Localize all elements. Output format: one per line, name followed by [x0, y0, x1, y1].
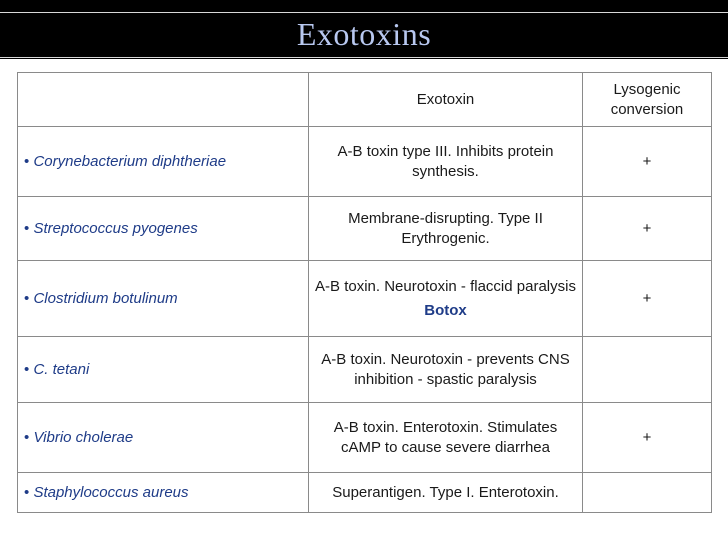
table-row — [18, 197, 712, 261]
organism-cell — [18, 403, 309, 473]
organism-cell — [18, 197, 309, 261]
bullet: • — [24, 483, 30, 501]
organism-name: Corynebacterium diphtheriae — [33, 152, 227, 170]
exotoxin-cell: Superantigen. Type I. Enterotoxin. — [309, 473, 583, 513]
title-bar — [0, 0, 728, 59]
lysogenic-cell: + — [583, 197, 712, 261]
organism-name: C. tetani — [33, 360, 90, 378]
header-lysogenic-conversion: Lysogenic conversion — [583, 73, 712, 127]
bullet: • — [24, 289, 30, 307]
title-divider-bottom — [0, 57, 728, 58]
organism-name: Vibrio cholerae — [33, 428, 134, 446]
lysogenic-cell: + — [583, 403, 712, 473]
organism-cell — [18, 337, 309, 403]
table-row — [18, 337, 712, 403]
organism-name: Clostridium botulinum — [33, 289, 178, 307]
organism-name: Streptococcus pyogenes — [33, 219, 198, 237]
exotoxin-cell: A-B toxin. Neurotoxin - prevents CNS inhibition - spastic paralysis — [309, 337, 583, 403]
slide-title: Exotoxins — [296, 16, 432, 52]
organism-cell — [18, 261, 309, 337]
table-row — [18, 261, 712, 337]
organism-cell — [18, 473, 309, 513]
bullet: • — [24, 428, 30, 446]
table-row — [18, 127, 712, 197]
header-exotoxin: Exotoxin — [309, 73, 583, 127]
bullet: • — [24, 152, 30, 170]
organism-cell — [18, 127, 309, 197]
lysogenic-cell — [583, 473, 712, 513]
exotoxin-cell: A-B toxin type III. Inhibits protein synthesis. — [309, 127, 583, 197]
exotoxin-text: A-B toxin. Neurotoxin - flaccid paralysis — [315, 277, 576, 295]
bullet: • — [24, 219, 30, 237]
header-row — [18, 73, 712, 127]
lysogenic-cell — [583, 337, 712, 403]
bullet: • — [24, 360, 30, 378]
exotoxin-cell: A-B toxin. Enterotoxin. Stimulates cAMP to cause severe diarrhea — [309, 403, 583, 473]
organism-name: Staphylococcus aureus — [33, 483, 189, 501]
lysogenic-cell: + — [583, 127, 712, 197]
lysogenic-cell: + — [583, 261, 712, 337]
exotoxin-cell: Membrane-disrupting. Type II Erythrogenic. — [309, 197, 583, 261]
exotoxin-table — [17, 72, 712, 513]
table-row — [18, 473, 712, 513]
header-organism — [18, 73, 309, 127]
exotoxin-cell — [309, 261, 583, 337]
table-row — [18, 403, 712, 473]
botox-note: Botox — [424, 301, 467, 319]
